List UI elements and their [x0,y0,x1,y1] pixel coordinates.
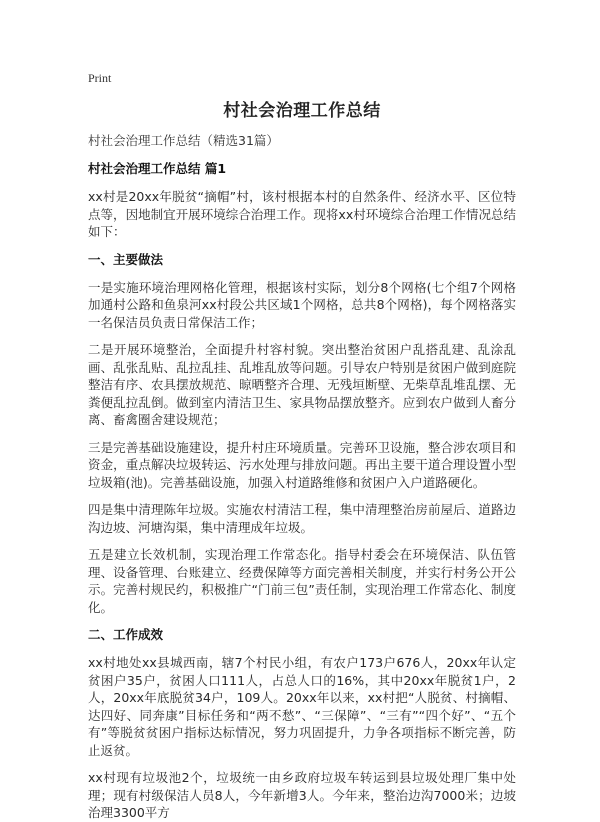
document-subtitle: 村社会治理工作总结（精选31篇） [88,133,279,148]
print-label[interactable]: Print [88,71,112,85]
article-heading: 村社会治理工作总结 篇1 [88,161,227,176]
section-heading-results: 二、工作成效 [88,627,164,642]
section-heading-main-practices: 一、主要做法 [88,251,164,267]
intro-paragraph: xx村是20xx年脱贫“摘帽”村，该村根据本村的自然条件、经济水平、区位特点等，因地制宜开展环境综合治理工作。现将xx村环境综合治理工作情况总结如下： [88,189,516,239]
practice-paragraph-1: 一是实施环境治理网格化管理，根据该村实际，划分8个网格(七个组7个网格加通村公路和鱼泉河xx村段公共区域1个网格，总共8个网格)，每个网格落实一名保洁员负责日常保洁工作； [88,279,516,330]
document-page [88,70,516,822]
document-title: 村社会治理工作总结 [223,101,381,121]
practice-paragraph-3: 三是完善基础设施建设，提升村庄环境质量。完善环卫设施，整合涉农项目和资金，重点解决垃圾转运、污水处理与排放问题。再出主要干道合理设置小型垃圾箱(池)。完善基础设施，加强入村道路维修和贫困户入户道路硬化。 [88,439,516,490]
practice-paragraph-4: 四是集中清理陈年垃圾。实施农村清洁工程，集中清理整治房前屋后、道路边沟边坡、河塘沟渠，集中清理成年垃圾。 [88,502,516,535]
results-paragraph-2: xx村现有垃圾池2个，垃圾统一由乡政府垃圾车转运到县垃圾处理厂集中处理；现有村级保洁人员8人，今年新增3人。今年来，整治边沟7000米；边坡治理3300平方 [88,770,516,820]
practice-paragraph-5: 五是建立长效机制，实现治理工作常态化。指导村委会在环境保洁、队伍管理、设备管理、台账建立、经费保障等方面完善相关制度，并实行村务公开公示。完善村规民约，积极推广“门前三包”责任制，实现治理工作常态化、制度化。 [88,547,516,615]
results-paragraph-1: xx村地处xx县城西南，辖7个村民小组，有农户173户676人，20xx年认定贫困户35户，贫困人口111人，占总人口的16%，其中20xx年脱贫1户，2人，20xx年底脱贫34户，109人。20xx年以来，xx村把“人脱贫、村摘帽、达四好、同奔康”目标任务和“两不愁”、“三保障”、“三有”“四个好”、“五个有”等脱贫贫困户指标达标情况，努力巩固提升，力争各项指标不断完善，防止返贫。 [88,655,516,758]
practice-paragraph-2: 二是开展环境整治，全面提升村容村貌。突出整治贫困户乱搭乱建、乱涂乱画、乱张乱贴、乱拉乱挂、乱堆乱放等问题。引导农户特别是贫困户做到庭院整洁有序、农具摆放规范、晾晒整齐合理、无残垣断壁、无柴草乱堆乱摆、无粪便乱拉乱倒。做到室内清洁卫生、家具物品摆放整齐。应到农户做到人畜分离、畜禽圈舍建设规范； [88,342,516,427]
